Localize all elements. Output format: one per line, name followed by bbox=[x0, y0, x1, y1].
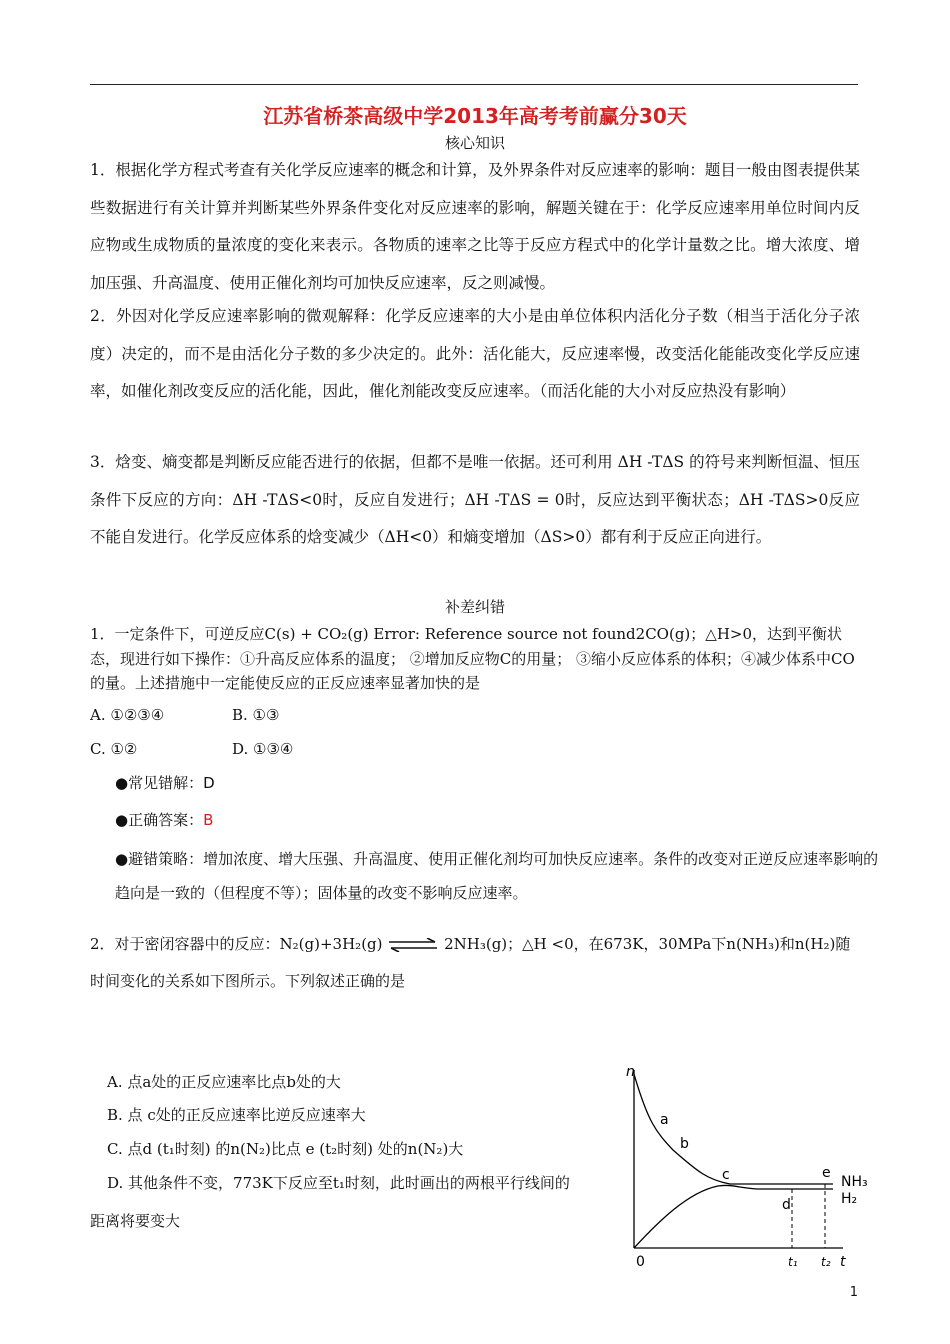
h2-curve bbox=[634, 1185, 833, 1248]
q2-option-c: C. 点d (t₁时刻) 的n(N₂)比点 e (t₂时刻) 处的n(N₂)大 bbox=[107, 1140, 464, 1158]
label-t: t bbox=[840, 1254, 846, 1270]
section-heading-fix: 补差纠错 bbox=[444, 598, 505, 616]
label-a: a bbox=[660, 1112, 669, 1128]
label-c: c bbox=[722, 1167, 730, 1183]
label-n: n bbox=[626, 1064, 635, 1080]
common-error bbox=[115, 772, 895, 793]
point-3: 3．焓变、熵变都是判断反应能否进行的依据，但都不是唯一依据。还可利用 ΔH -TΔS 的符号来判断恒温、恒压条件下反应的方向：ΔH -TΔS<0时，反应自发进行；ΔH -TΔS = 0时，反应达到平衡状态；ΔH -TΔS>0反应不能自发进行。化学反应体系的焓变减少（ΔH<0）和熵变增加（ΔS>0）都有利于反应正向进行。 bbox=[90, 453, 860, 547]
page-title: 江苏省桥茶高级中学2013年高考考前赢分30天 bbox=[263, 104, 687, 128]
label-t1: t₁ bbox=[788, 1255, 798, 1269]
q2-option-a: A. 点a处的正反应速率比点b处的大 bbox=[107, 1073, 341, 1091]
q2-text-pre: 2．对于密闭容器中的反应：N₂(g)+3H₂(g) bbox=[90, 935, 383, 953]
equilibrium-arrow-icon bbox=[387, 938, 439, 952]
point-2: 2．外因对化学反应速率影响的微观解释：化学反应速率的大小是由单位体积内活化分子数（相当于活化分子浓度）决定的，而不是由活化分子数的多少决定的。此外：活化能大，反应速率慢，改变活化能能改变化学反应速率，如催化剂改变反应的活化能，因此，催化剂能改变反应速率。（而活化能的大小对反应热没有影响） bbox=[90, 307, 860, 401]
q2-option-d-cont: 距离将要变大 bbox=[90, 1212, 181, 1230]
label-origin: 0 bbox=[636, 1254, 645, 1270]
q1-option-d: D. ①③④ bbox=[232, 740, 294, 758]
q2-option-d: D. 其他条件不变，773K下反应至t₁时刻，此时画出的两根平行线间的 bbox=[107, 1174, 570, 1192]
label-b: b bbox=[680, 1136, 689, 1152]
question-2-text bbox=[90, 926, 860, 1000]
label-t2: t₂ bbox=[821, 1255, 831, 1269]
label-d: d bbox=[782, 1197, 791, 1213]
q1-option-a: A. ①②③④ bbox=[90, 706, 165, 724]
header-rule bbox=[90, 84, 858, 85]
q1-option-c: C. ①② bbox=[90, 740, 138, 758]
correct-answer-label: ●正确答案： bbox=[115, 811, 204, 829]
section-heading-core: 核心知识 bbox=[444, 134, 505, 152]
q1-option-b: B. ①③ bbox=[232, 706, 280, 724]
question-1-text: 1．一定条件下，可逆反应C(s) + CO₂(g) Error: Reference source not found2CO(g)；△H>0，达到平衡状态，现进行如下操作：①升高反应体系的温度； ②增加反应物C的用量； ③缩小反应体系的体积；④减少体系中CO的量。上述措施中一定能使反应的正反应速率显著加快的是 bbox=[90, 625, 855, 692]
avoid-error-strategy: ●避错策略：增加浓度、增大压强、升高温度、使用正催化剂均可加快反应速率。条件的改变对正逆反应速率影响的趋向是一致的（但程度不等）；固体量的改变不影响反应速率。 bbox=[115, 850, 879, 902]
point-1: 1．根据化学方程式考查有关化学反应速率的概念和计算，及外界条件对反应速率的影响：题目一般由图表提供某些数据进行有关计算并判断某些外界条件变化对反应速率的影响，解题关键在于：化学反应速率用单位时间内反应物或生成物质的量浓度的变化来表示。各物质的速率之比等于反应方程式中的化学计量数之比。增大浓度、增加压强、升高温度、使用正催化剂均可加快反应速率，反之则减慢。 bbox=[90, 161, 860, 293]
q2-text-post: 2NH₃(g)；△H <0，在673K，30MPa下n(NH₃)和n(H₂)随时间变化的关系如下图所示。下列叙述正确的是 bbox=[90, 935, 851, 990]
nh3-curve bbox=[634, 1074, 833, 1184]
correct-answer bbox=[115, 809, 895, 830]
n-t-graph bbox=[618, 1062, 878, 1277]
q2-option-b: B. 点 c处的正反应速率比逆反应速率大 bbox=[107, 1106, 366, 1124]
label-e: e bbox=[822, 1165, 831, 1181]
common-error-label: ●常见错解： bbox=[115, 774, 204, 792]
correct-answer-value: B bbox=[203, 811, 214, 829]
label-nh3: NH₃ bbox=[841, 1174, 868, 1190]
page-number: 1 bbox=[849, 1285, 858, 1300]
label-h2: H₂ bbox=[841, 1191, 858, 1207]
common-error-value: D bbox=[203, 774, 215, 792]
